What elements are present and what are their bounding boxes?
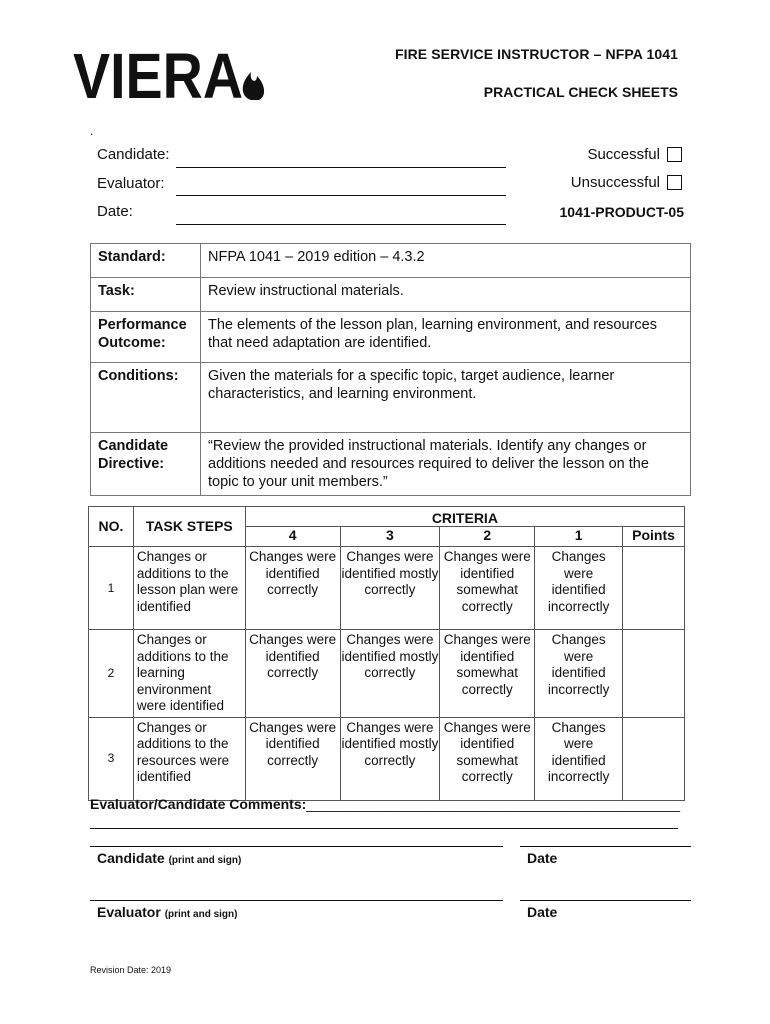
unsuccessful-label: Unsuccessful xyxy=(570,174,660,191)
info-value: Given the materials for a specific topic, target audience, learner characteristics, and learning environment. xyxy=(201,363,691,433)
criteria-2-cell: Changes were identified somewhat correctly xyxy=(440,630,535,718)
criteria-1-cell: Changes were identified incorrectly xyxy=(535,630,623,718)
info-value: Review instructional materials. xyxy=(201,278,691,312)
document-title: FIRE SERVICE INSTRUCTOR – NFPA 1041 xyxy=(394,46,678,62)
evaluator-date-line[interactable] xyxy=(520,900,691,901)
criteria-3-cell: Changes were identified mostly correctly xyxy=(340,717,440,800)
unsuccessful-checkbox[interactable] xyxy=(667,175,682,190)
candidate-field[interactable] xyxy=(176,167,506,168)
task-step: Changes or additions to the lesson plan were identified xyxy=(133,547,245,630)
document-subtitle: PRACTICAL CHECK SHEETS xyxy=(483,84,678,100)
unsuccessful-option[interactable] xyxy=(571,174,682,191)
date-field[interactable] xyxy=(176,224,506,225)
criteria-table xyxy=(88,506,685,801)
evaluator-label: Evaluator: xyxy=(97,175,165,192)
task-steps-header: TASK STEPS xyxy=(133,507,245,547)
revision-date: Revision Date: 2019 xyxy=(90,965,172,975)
table-row xyxy=(89,717,685,800)
viera-logo xyxy=(73,46,278,102)
no-header: NO. xyxy=(89,507,134,547)
date-label: Date: xyxy=(97,203,133,220)
comments-section[interactable] xyxy=(90,796,680,812)
criteria-2-cell: Changes were identified somewhat correctly xyxy=(440,717,535,800)
table-row xyxy=(91,278,691,312)
successful-option[interactable] xyxy=(587,146,682,163)
points-cell[interactable] xyxy=(623,547,685,630)
criteria-2-cell: Changes were identified somewhat correctly xyxy=(440,547,535,630)
form-code: 1041-PRODUCT-05 xyxy=(559,204,684,220)
successful-label: Successful xyxy=(587,146,660,163)
info-value: “Review the provided instructional materials. Identify any changes or additions needed and resources required to deliver the lesson on the topic to your unit members.” xyxy=(201,433,691,496)
points-header: Points xyxy=(623,527,685,547)
evaluator-field[interactable] xyxy=(176,195,506,196)
candidate-label: Candidate: xyxy=(97,146,170,163)
step-number: 3 xyxy=(89,717,134,800)
criteria-1-cell: Changes were identified incorrectly xyxy=(535,717,623,800)
evaluator-signature-label xyxy=(97,904,237,920)
criteria-header: CRITERIA xyxy=(245,507,684,527)
svg-text:VIERA: VIERA xyxy=(73,46,243,102)
candidate-sign-note: (print and sign) xyxy=(168,855,242,866)
criteria-4-cell: Changes were identified correctly xyxy=(245,547,340,630)
comments-line[interactable] xyxy=(90,828,678,829)
task-info-table xyxy=(90,243,691,496)
task-step: Changes or additions to the resources were identified xyxy=(133,717,245,800)
info-label: Candidate Directive: xyxy=(91,433,201,496)
info-label: Standard: xyxy=(91,244,201,278)
flame-icon xyxy=(243,72,264,100)
evaluator-date-label: Date xyxy=(527,904,558,920)
score-1-header: 1 xyxy=(535,527,623,547)
step-number: 2 xyxy=(89,630,134,718)
points-cell[interactable] xyxy=(623,630,685,718)
score-4-header: 4 xyxy=(245,527,340,547)
points-cell[interactable] xyxy=(623,717,685,800)
task-step: Changes or additions to the learning environment were identified xyxy=(133,630,245,718)
table-row xyxy=(89,630,685,718)
criteria-3-cell: Changes were identified mostly correctly xyxy=(340,547,440,630)
table-row xyxy=(91,433,691,496)
candidate-signature-label xyxy=(97,850,241,866)
criteria-1-cell: Changes were identified incorrectly xyxy=(535,547,623,630)
evaluator-signature-line[interactable] xyxy=(90,900,503,901)
info-label: Conditions: xyxy=(91,363,201,433)
successful-checkbox[interactable] xyxy=(667,147,682,162)
table-row xyxy=(91,244,691,278)
candidate-date-label: Date xyxy=(527,850,558,866)
evaluator-sign-note: (print and sign) xyxy=(164,909,238,920)
candidate-date-line[interactable] xyxy=(520,846,691,847)
stray-dot: . xyxy=(90,124,94,138)
info-value: NFPA 1041 – 2019 edition – 4.3.2 xyxy=(201,244,691,278)
criteria-4-cell: Changes were identified correctly xyxy=(245,630,340,718)
comments-blank: ________________________________________________ xyxy=(306,796,680,812)
info-label: Performance Outcome: xyxy=(91,312,201,363)
table-row xyxy=(89,547,685,630)
criteria-3-cell: Changes were identified mostly correctly xyxy=(340,630,440,718)
info-value: The elements of the lesson plan, learning environment, and resources that need adaptation are identified. xyxy=(201,312,691,363)
info-label: Task: xyxy=(91,278,201,312)
candidate-sign-title: Candidate xyxy=(97,850,165,866)
candidate-signature-line[interactable] xyxy=(90,846,503,847)
evaluator-sign-title: Evaluator xyxy=(97,904,161,920)
score-2-header: 2 xyxy=(440,527,535,547)
table-row xyxy=(91,312,691,363)
step-number: 1 xyxy=(89,547,134,630)
criteria-4-cell: Changes were identified correctly xyxy=(245,717,340,800)
score-3-header: 3 xyxy=(340,527,440,547)
table-row xyxy=(91,363,691,433)
comments-label: Evaluator/Candidate Comments: xyxy=(90,796,307,812)
